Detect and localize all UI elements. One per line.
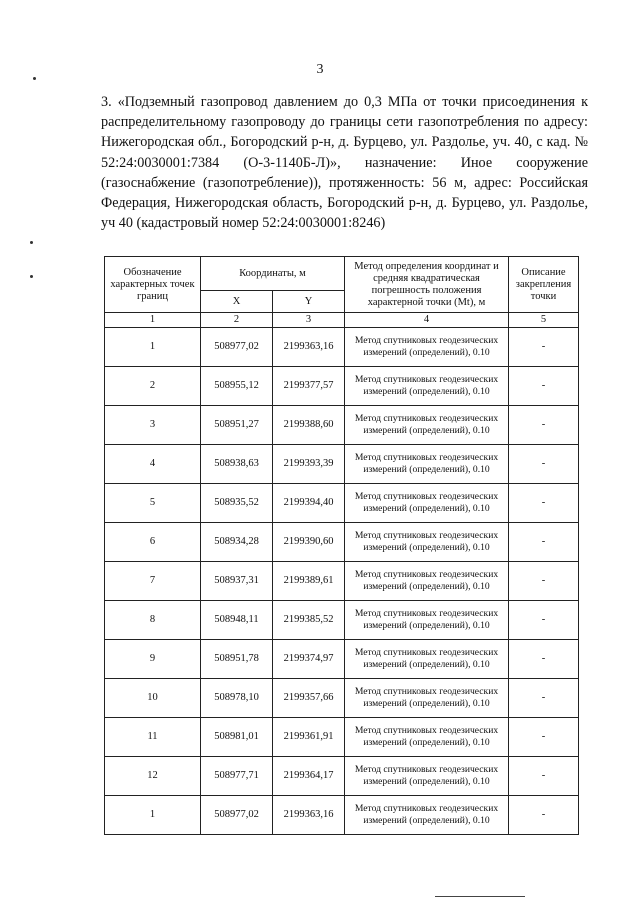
table-row: [105, 679, 579, 718]
header-coordinates: Координаты, м: [201, 257, 345, 291]
y-coordinate-cell: 2199364,17: [273, 757, 345, 796]
method-cell: Метод спутниковых геодезических измерений (определений), 0.10: [345, 562, 509, 601]
x-coordinate-cell: 508951,27: [201, 406, 273, 445]
x-coordinate-cell: 508977,02: [201, 328, 273, 367]
header-x: X: [201, 291, 273, 313]
description-cell: -: [509, 679, 579, 718]
x-coordinate-cell: 508977,02: [201, 796, 273, 835]
y-coordinate-cell: 2199357,66: [273, 679, 345, 718]
object-description-paragraph: 3. «Подземный газопровод давлением до 0,3 МПа от точки присоединения к распределительному газопроводу до границы сети газопотребления по адресу: Нижегородская обл., Богородский р-н, д. Бурцево, ул. Раздолье, уч. 40, с кад. № 52:24:0030001:7384 (О-3-1140Б-Л)», назначение: Иное сооружение (газоснабжение (газопотребление)), протяженность: 56 м, адрес: Российская Федерация, Нижегородская область, Богородский р-н, д. Бурцево, ул. Раздолье, уч 40 (кадастровый номер 52:24:0030001:8246): [101, 94, 588, 232]
y-coordinate-cell: 2199363,16: [273, 796, 345, 835]
point-cell: 8: [105, 601, 201, 640]
x-coordinate-cell: 508981,01: [201, 718, 273, 757]
description-cell: -: [509, 640, 579, 679]
page-number: 3: [316, 62, 324, 77]
scan-mark: [30, 275, 33, 278]
description-cell: -: [509, 367, 579, 406]
method-cell: Метод спутниковых геодезических измерений (определений), 0.10: [345, 445, 509, 484]
description-cell: -: [509, 796, 579, 835]
column-number: 4: [345, 313, 509, 328]
table-row: [105, 367, 579, 406]
column-number-row: [105, 313, 579, 328]
point-cell: 2: [105, 367, 201, 406]
method-cell: Метод спутниковых геодезических измерений (определений), 0.10: [345, 484, 509, 523]
column-number: 1: [105, 313, 201, 328]
column-number: 3: [273, 313, 345, 328]
method-cell: Метод спутниковых геодезических измерений (определений), 0.10: [345, 757, 509, 796]
y-coordinate-cell: 2199377,57: [273, 367, 345, 406]
description-cell: -: [509, 562, 579, 601]
x-coordinate-cell: 508978,10: [201, 679, 273, 718]
table-row: [105, 796, 579, 835]
bottom-rule: [435, 896, 525, 897]
method-cell: Метод спутниковых геодезических измерений (определений), 0.10: [345, 796, 509, 835]
header-y: Y: [273, 291, 345, 313]
y-coordinate-cell: 2199363,16: [273, 328, 345, 367]
table-row: [105, 757, 579, 796]
method-cell: Метод спутниковых геодезических измерений (определений), 0.10: [345, 718, 509, 757]
point-cell: 12: [105, 757, 201, 796]
y-coordinate-cell: 2199361,91: [273, 718, 345, 757]
x-coordinate-cell: 508977,71: [201, 757, 273, 796]
y-coordinate-cell: 2199390,60: [273, 523, 345, 562]
x-coordinate-cell: 508938,63: [201, 445, 273, 484]
header-designation: Обозначение характерных точек границ: [105, 257, 201, 313]
column-number: 5: [509, 313, 579, 328]
point-cell: 7: [105, 562, 201, 601]
description-cell: -: [509, 445, 579, 484]
scan-mark: [30, 241, 33, 244]
description-cell: -: [509, 523, 579, 562]
column-number: 2: [201, 313, 273, 328]
method-cell: Метод спутниковых геодезических измерений (определений), 0.10: [345, 367, 509, 406]
x-coordinate-cell: 508948,11: [201, 601, 273, 640]
method-cell: Метод спутниковых геодезических измерений (определений), 0.10: [345, 328, 509, 367]
point-cell: 5: [105, 484, 201, 523]
x-coordinate-cell: 508955,12: [201, 367, 273, 406]
y-coordinate-cell: 2199385,52: [273, 601, 345, 640]
header-description: Описание закрепления точки: [509, 257, 579, 313]
table-row: [105, 640, 579, 679]
description-cell: -: [509, 484, 579, 523]
description-cell: -: [509, 601, 579, 640]
point-cell: 6: [105, 523, 201, 562]
point-cell: 3: [105, 406, 201, 445]
point-cell: 4: [105, 445, 201, 484]
x-coordinate-cell: 508937,31: [201, 562, 273, 601]
scan-mark: [33, 77, 36, 80]
header-method: Метод определения координат и средняя квадратическая погрешность положения характерной точки (Mt), м: [345, 257, 509, 313]
point-cell: 11: [105, 718, 201, 757]
point-cell: 10: [105, 679, 201, 718]
table-row: [105, 523, 579, 562]
method-cell: Метод спутниковых геодезических измерений (определений), 0.10: [345, 601, 509, 640]
table-row: [105, 328, 579, 367]
table-row: [105, 562, 579, 601]
y-coordinate-cell: 2199389,61: [273, 562, 345, 601]
method-cell: Метод спутниковых геодезических измерений (определений), 0.10: [345, 523, 509, 562]
x-coordinate-cell: 508934,28: [201, 523, 273, 562]
method-cell: Метод спутниковых геодезических измерений (определений), 0.10: [345, 679, 509, 718]
point-cell: 1: [105, 328, 201, 367]
y-coordinate-cell: 2199374,97: [273, 640, 345, 679]
method-cell: Метод спутниковых геодезических измерений (определений), 0.10: [345, 640, 509, 679]
description-cell: -: [509, 718, 579, 757]
point-cell: 1: [105, 796, 201, 835]
description-cell: -: [509, 757, 579, 796]
table-row: [105, 718, 579, 757]
x-coordinate-cell: 508935,52: [201, 484, 273, 523]
y-coordinate-cell: 2199393,39: [273, 445, 345, 484]
method-cell: Метод спутниковых геодезических измерений (определений), 0.10: [345, 406, 509, 445]
y-coordinate-cell: 2199394,40: [273, 484, 345, 523]
y-coordinate-cell: 2199388,60: [273, 406, 345, 445]
coordinates-table: [104, 256, 579, 835]
table-row: [105, 406, 579, 445]
x-coordinate-cell: 508951,78: [201, 640, 273, 679]
table-row: [105, 445, 579, 484]
table-row: [105, 601, 579, 640]
table-row: [105, 484, 579, 523]
point-cell: 9: [105, 640, 201, 679]
description-cell: -: [509, 406, 579, 445]
description-cell: -: [509, 328, 579, 367]
